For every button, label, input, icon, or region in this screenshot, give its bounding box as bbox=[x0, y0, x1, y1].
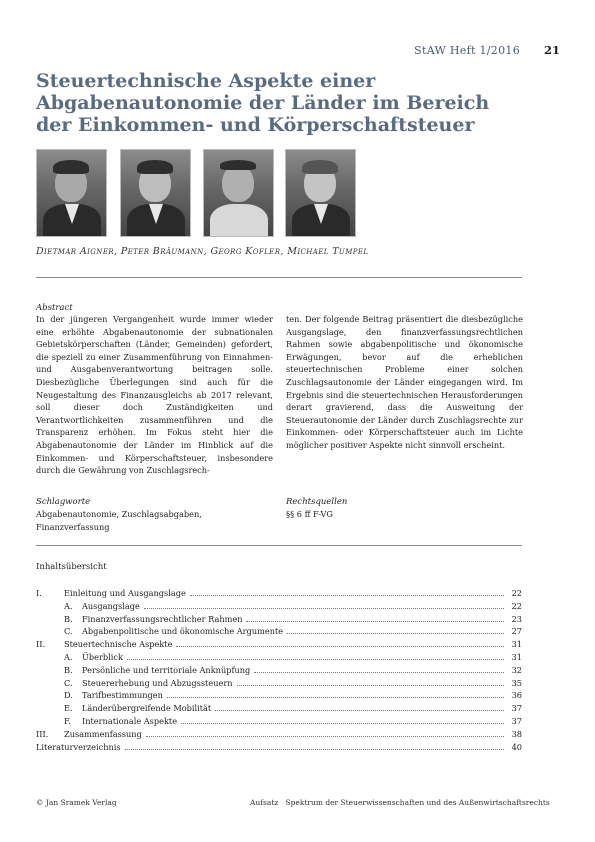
toc-row-title: Steuertechnische Aspekte bbox=[64, 639, 173, 650]
divider-top bbox=[36, 277, 522, 278]
toc-heading: Inhaltsübersicht bbox=[36, 562, 107, 572]
author-names: Dietmar Aigner, Peter Bräumann, Georg Kofler, Michael Tumpel bbox=[36, 246, 369, 257]
footer-publisher: © Jan Sramek Verlag bbox=[36, 798, 117, 807]
sources-label: Rechtsquellen bbox=[286, 497, 348, 507]
toc-row-subletter: B. bbox=[64, 664, 73, 675]
toc-row-page: 37 bbox=[511, 716, 522, 726]
author-photo-2 bbox=[120, 149, 191, 237]
toc-row bbox=[36, 677, 522, 689]
toc-leader-dots bbox=[176, 638, 504, 647]
toc-leader-dots bbox=[167, 689, 504, 698]
toc-row-page: 40 bbox=[511, 741, 522, 752]
toc-leader-dots bbox=[215, 702, 504, 711]
toc-row bbox=[36, 715, 522, 727]
toc-leader-dots bbox=[127, 651, 504, 660]
toc-row-page: 23 bbox=[511, 613, 522, 624]
toc-row-page: 35 bbox=[511, 677, 522, 688]
toc-row bbox=[36, 613, 522, 625]
toc-row bbox=[36, 741, 522, 753]
toc-row-subletter: C. bbox=[64, 677, 73, 688]
abstract-column-2: ten. Der folgende Beitrag präsentiert die diesbezügliche Ausgangslage, den finanzverfassungsrechtlichen Rahmen sowie abgabenpolitische und ökonomische Erwägungen, bevor auf die erheblichen steuertechnischen Probleme einer solchen Zuschlagsautonomie der Länder eingegangen wird. Im Ergebnis sind die steuertechnischen Herausforderungen derart gravierend, dass die Ausweitung der Steuerautonomie der Länder durch Zuschlagsrechte zur Einkommen- oder Körperschaftsteuer auch im Lichte möglicher positiver Aspekte nicht sinnvoll erscheint. bbox=[286, 314, 523, 450]
toc-row-title: Persönliche und territoriale Anknüpfung bbox=[82, 664, 251, 675]
toc-leader-dots bbox=[125, 741, 504, 750]
toc-row-page: 31 bbox=[511, 639, 522, 650]
toc-row-subletter: F. bbox=[64, 716, 72, 726]
toc-row-number: III. bbox=[36, 728, 49, 739]
running-title: StAW Heft 1/2016 bbox=[414, 44, 520, 57]
toc-row-title: Einleitung und Ausgangslage bbox=[64, 588, 186, 598]
toc-row bbox=[36, 587, 522, 599]
toc-row-page: 31 bbox=[511, 652, 522, 662]
toc-row bbox=[36, 664, 522, 676]
toc-row-subletter: D. bbox=[64, 690, 73, 701]
divider-bottom bbox=[36, 545, 522, 546]
toc-row-page: 32 bbox=[511, 664, 522, 675]
toc-row bbox=[36, 689, 522, 701]
toc-row-page: 27 bbox=[511, 626, 522, 637]
toc-row-title: Länderübergreifende Mobilität bbox=[82, 703, 212, 714]
toc-leader-dots bbox=[254, 664, 504, 673]
toc-row bbox=[36, 625, 522, 637]
abstract-label: Abstract bbox=[36, 303, 73, 313]
footer-journal-line bbox=[250, 798, 550, 807]
author-photo-3 bbox=[203, 149, 274, 237]
toc-leader-dots bbox=[287, 625, 504, 634]
toc-row-subletter: C. bbox=[64, 626, 73, 637]
toc-row-title: Internationale Aspekte bbox=[82, 716, 178, 726]
toc-row bbox=[36, 728, 522, 740]
toc-row bbox=[36, 651, 522, 663]
toc-row bbox=[36, 600, 522, 612]
sources-text: §§ 6 ff F-VG bbox=[286, 509, 333, 519]
article-title: Steuertechnische Aspekte einer Abgabenautonomie der Länder im Bereich der Einkommen- und Körperschaftsteuer bbox=[36, 70, 490, 136]
footer-journal: Spektrum der Steuerwissenschaften und des Außenwirtschaftsrechts bbox=[285, 798, 550, 807]
toc-row-title: Literaturverzeichnis bbox=[36, 741, 121, 752]
page-number: 21 bbox=[544, 43, 561, 57]
toc-row-subletter: A. bbox=[64, 652, 73, 662]
keywords-text: Abgabenautonomie, Zuschlagsabgaben, Finanzverfassung bbox=[36, 509, 202, 532]
toc-row-page: 22 bbox=[511, 600, 522, 611]
author-photo-4 bbox=[285, 149, 356, 237]
toc-row-number: I. bbox=[36, 588, 42, 598]
author-photo-1 bbox=[36, 149, 107, 237]
toc-row-page: 38 bbox=[511, 728, 522, 739]
footer-section: Aufsatz bbox=[250, 798, 279, 807]
toc-row-page: 22 bbox=[511, 588, 522, 598]
toc-row-title: Ausgangslage bbox=[82, 600, 140, 611]
toc-row-subletter: E. bbox=[64, 703, 73, 714]
toc-leader-dots bbox=[146, 728, 504, 737]
abstract-column-1: In der jüngeren Vergangenheit wurde immer wieder eine erhöhte Abgabenautonomie der subnationalen Gebietskörperschaften (Länder, Gemeinden) gefordert, die speziell zu einer Zusammenführung von Einnahmen- und Ausgabenverantwortung beitragen solle. Diesbezügliche Überlegungen sind auch für die Neugestaltung des Finanzausgleichs ab 2017 relevant, soll dieser doch Zuständigkeiten und Verantwortlichkeiten zusammenführen und die Transparenz erhöhen. Im Fokus steht hier die Abgabenautonomie der Länder im Hinblick auf die Einkommen- und Körperschaftsteuer, insbesondere durch die Gewährung von Zuschlagsrech- bbox=[36, 314, 273, 476]
toc-leader-dots bbox=[237, 677, 504, 686]
toc-row-subletter: A. bbox=[64, 600, 73, 611]
toc-row bbox=[36, 638, 522, 650]
toc-row-page: 36 bbox=[511, 690, 522, 701]
toc-leader-dots bbox=[144, 600, 504, 609]
toc-row-title: Zusammenfassung bbox=[64, 728, 142, 739]
toc-leader-dots bbox=[246, 613, 504, 622]
toc-row-title: Tarifbestimmungen bbox=[82, 690, 163, 701]
toc-row-title: Überblick bbox=[82, 652, 123, 662]
toc-row-page: 37 bbox=[511, 703, 522, 714]
keywords-label: Schlagworte bbox=[36, 497, 91, 507]
toc-leader-dots bbox=[190, 587, 504, 596]
toc-row-title: Steuererhebung und Abzugssteuern bbox=[82, 677, 233, 688]
toc-row-title: Abgabenpolitische und ökonomische Argumente bbox=[82, 626, 284, 637]
toc-row-number: II. bbox=[36, 639, 46, 650]
toc-row bbox=[36, 702, 522, 714]
toc-row-title: Finanzverfassungsrechtlicher Rahmen bbox=[82, 613, 243, 624]
toc-leader-dots bbox=[181, 715, 504, 724]
toc-row-subletter: B. bbox=[64, 613, 73, 624]
